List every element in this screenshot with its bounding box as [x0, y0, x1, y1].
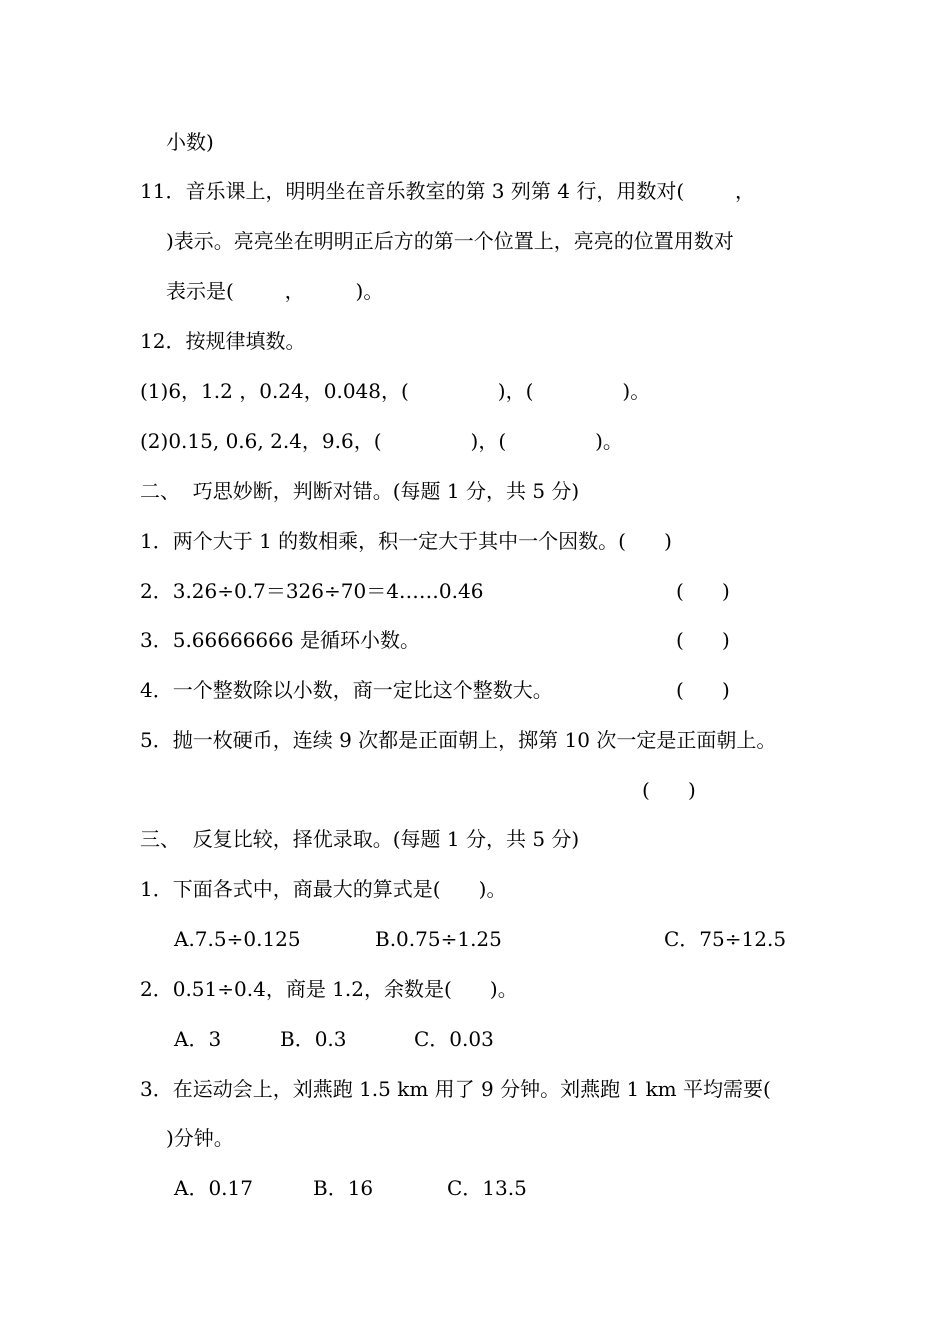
judge-q1: 1．两个大于 1 的数相乘，积一定大于其中一个因数。( ) — [140, 529, 672, 553]
judge-q3-bracket: ( ) — [676, 628, 730, 652]
section3-heading: 三、 反复比较，择优录取。(每题 1 分，共 5 分) — [140, 827, 580, 851]
q11-line2: )表示。亮亮坐在明明正后方的第一个位置上，亮亮的位置用数对 — [166, 229, 734, 253]
choice-q2-option-b: B．0.3 — [280, 1027, 347, 1051]
judge-q5-bracket: ( ) — [642, 778, 696, 802]
choice-q2-option-c: C．0.03 — [414, 1027, 494, 1051]
q12-title: 12．按规律填数。 — [140, 329, 306, 353]
choice-q3-line1: 3．在运动会上，刘燕跑 1.5 km 用了 9 分钟。刘燕跑 1 km 平均需要( — [140, 1077, 771, 1101]
choice-q3-line2: )分钟。 — [166, 1126, 234, 1150]
section2-heading: 二、 巧思妙断，判断对错。(每题 1 分，共 5 分) — [140, 479, 580, 503]
q12-part1: (1)6，1.2 ，0.24，0.048，( )，( )。 — [140, 379, 651, 403]
q11-line1: 11．音乐课上，明明坐在音乐教室的第 3 列第 4 行，用数对( ， — [140, 179, 755, 203]
judge-q2-bracket: ( ) — [676, 579, 730, 603]
choice-q2: 2．0.51÷0.4，商是 1.2，余数是( )。 — [140, 977, 518, 1001]
choice-q1-option-a: A.7.5÷0.125 — [174, 927, 301, 951]
choice-q1-option-c: C．75÷12.5 — [664, 927, 787, 951]
q10-continuation: 小数) — [166, 130, 214, 154]
q11-line3: 表示是( ， )。 — [166, 279, 384, 303]
q12-part2: (2)0.15, 0.6, 2.4，9.6，( )，( )。 — [140, 429, 623, 453]
judge-q4-bracket: ( ) — [676, 678, 730, 702]
choice-q3-option-c: C．13.5 — [447, 1176, 527, 1200]
choice-q1: 1．下面各式中，商最大的算式是( )。 — [140, 877, 507, 901]
judge-q2-text: 2．3.26÷0.7＝326÷70＝4……0.46 — [140, 579, 484, 603]
choice-q3-option-b: B．16 — [313, 1176, 374, 1200]
choice-q2-option-a: A．3 — [174, 1027, 222, 1051]
judge-q5-text: 5．抛一枚硬币，连续 9 次都是正面朝上，掷第 10 次一定是正面朝上。 — [140, 728, 777, 752]
judge-q4-text: 4．一个整数除以小数，商一定比这个整数大。 — [140, 678, 553, 702]
choice-q3-option-a: A．0.17 — [174, 1176, 253, 1200]
choice-q1-option-b: B.0.75÷1.25 — [375, 927, 502, 951]
judge-q3-text: 3．5.66666666 是循环小数。 — [140, 628, 420, 652]
